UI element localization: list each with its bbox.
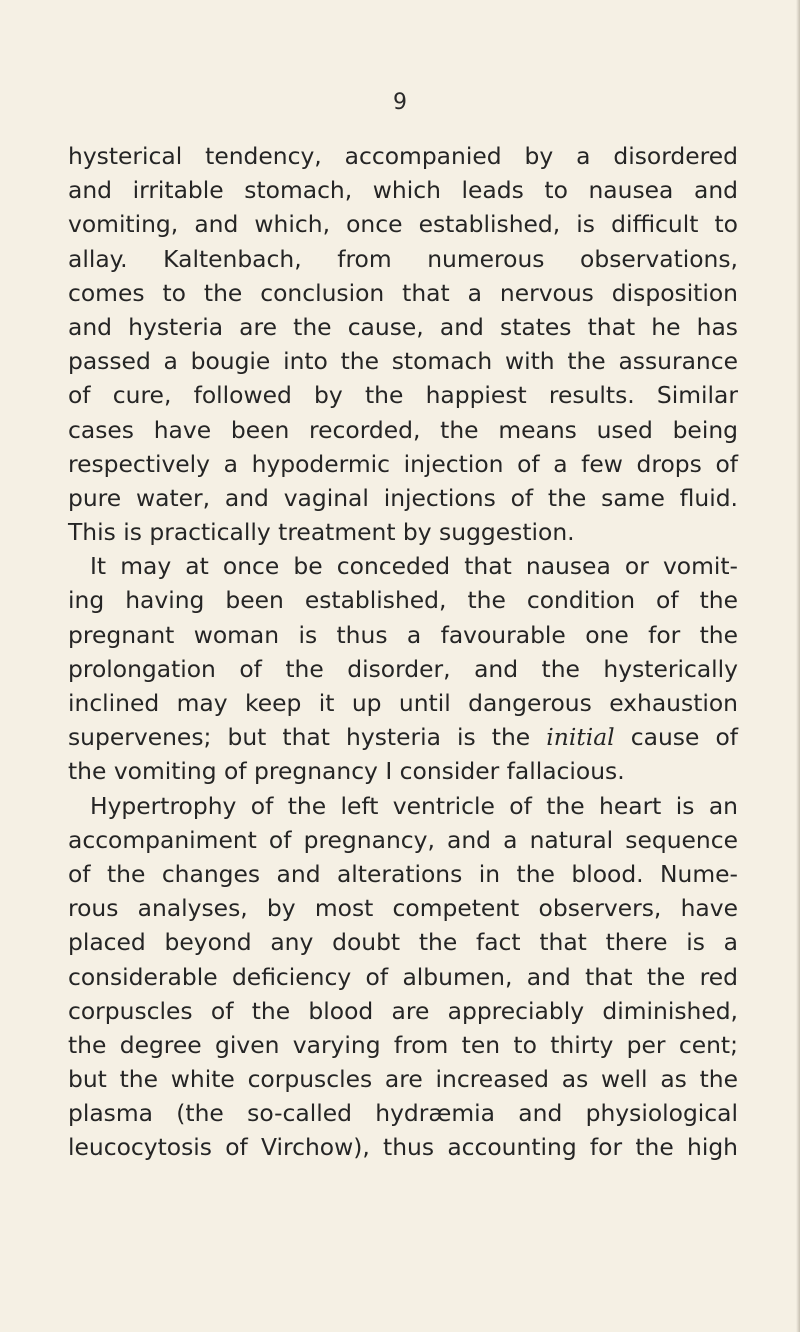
italic-term: initial xyxy=(546,723,615,752)
text-line: plasma (the so-called hydræmia and physiological xyxy=(68,1099,738,1128)
text-line: pure water, and vaginal injections of the same fluid. xyxy=(68,483,738,512)
line-segment: supervenes; but that hysteria is the xyxy=(68,723,547,752)
text-line: vomiting, and which, once established, is difficult to xyxy=(68,210,738,239)
text-line: considerable deficiency of albumen, and that the red xyxy=(68,962,738,991)
text-line: allay. Kaltenbach, from numerous observations, xyxy=(68,244,738,273)
text-line: pregnant woman is thus a favourable one for the xyxy=(68,620,738,649)
text-line: of the changes and alterations in the blood. Nume- xyxy=(68,859,738,888)
body-text xyxy=(68,139,738,1165)
paragraph-first-line: Hypertrophy of the left ventricle of the heart is an xyxy=(90,791,738,820)
text-line: placed beyond any doubt the fact that there is a xyxy=(68,928,738,957)
paragraph-first-line: It may at once be conceded that nausea or vomit- xyxy=(90,552,738,581)
text-line: and hysteria are the cause, and states that he has xyxy=(68,312,738,341)
text-line: and irritable stomach, which leads to nausea and xyxy=(68,176,738,205)
text-line: the vomiting of pregnancy I consider fallacious. xyxy=(68,757,625,786)
page-edge-shadow xyxy=(796,0,800,1332)
text-line: but the white corpuscles are increased as well as the xyxy=(68,1065,738,1094)
text-line: ing having been established, the condition of the xyxy=(68,586,738,615)
text-line: This is practically treatment by suggestion. xyxy=(68,518,575,547)
text-line: corpuscles of the blood are appreciably diminished, xyxy=(68,996,738,1025)
line-segment: cause of xyxy=(614,723,738,752)
text-line: passed a bougie into the stomach with the assurance xyxy=(68,347,738,376)
page-number: 9 xyxy=(393,90,407,115)
text-line: rous analyses, by most competent observers, have xyxy=(68,894,738,923)
text-line xyxy=(68,720,738,754)
text-line: accompaniment of pregnancy, and a natural sequence xyxy=(68,825,738,854)
text-line: inclined may keep it up until dangerous exhaustion xyxy=(68,689,738,717)
text-line: hysterical tendency, accompanied by a disordered xyxy=(68,142,738,170)
text-line: comes to the conclusion that a nervous disposition xyxy=(68,278,738,307)
text-line: respectively a hypodermic injection of a few drops of xyxy=(68,449,738,478)
text-line: prolongation of the disorder, and the hysterically xyxy=(68,654,738,683)
text-line: the degree given varying from ten to thirty per cent; xyxy=(68,1030,738,1059)
text-line: of cure, followed by the happiest results. Similar xyxy=(68,381,738,410)
text-line: cases have been recorded, the means used being xyxy=(68,415,738,444)
text-line: leucocytosis of Virchow), thus accounting for the high xyxy=(68,1133,738,1162)
